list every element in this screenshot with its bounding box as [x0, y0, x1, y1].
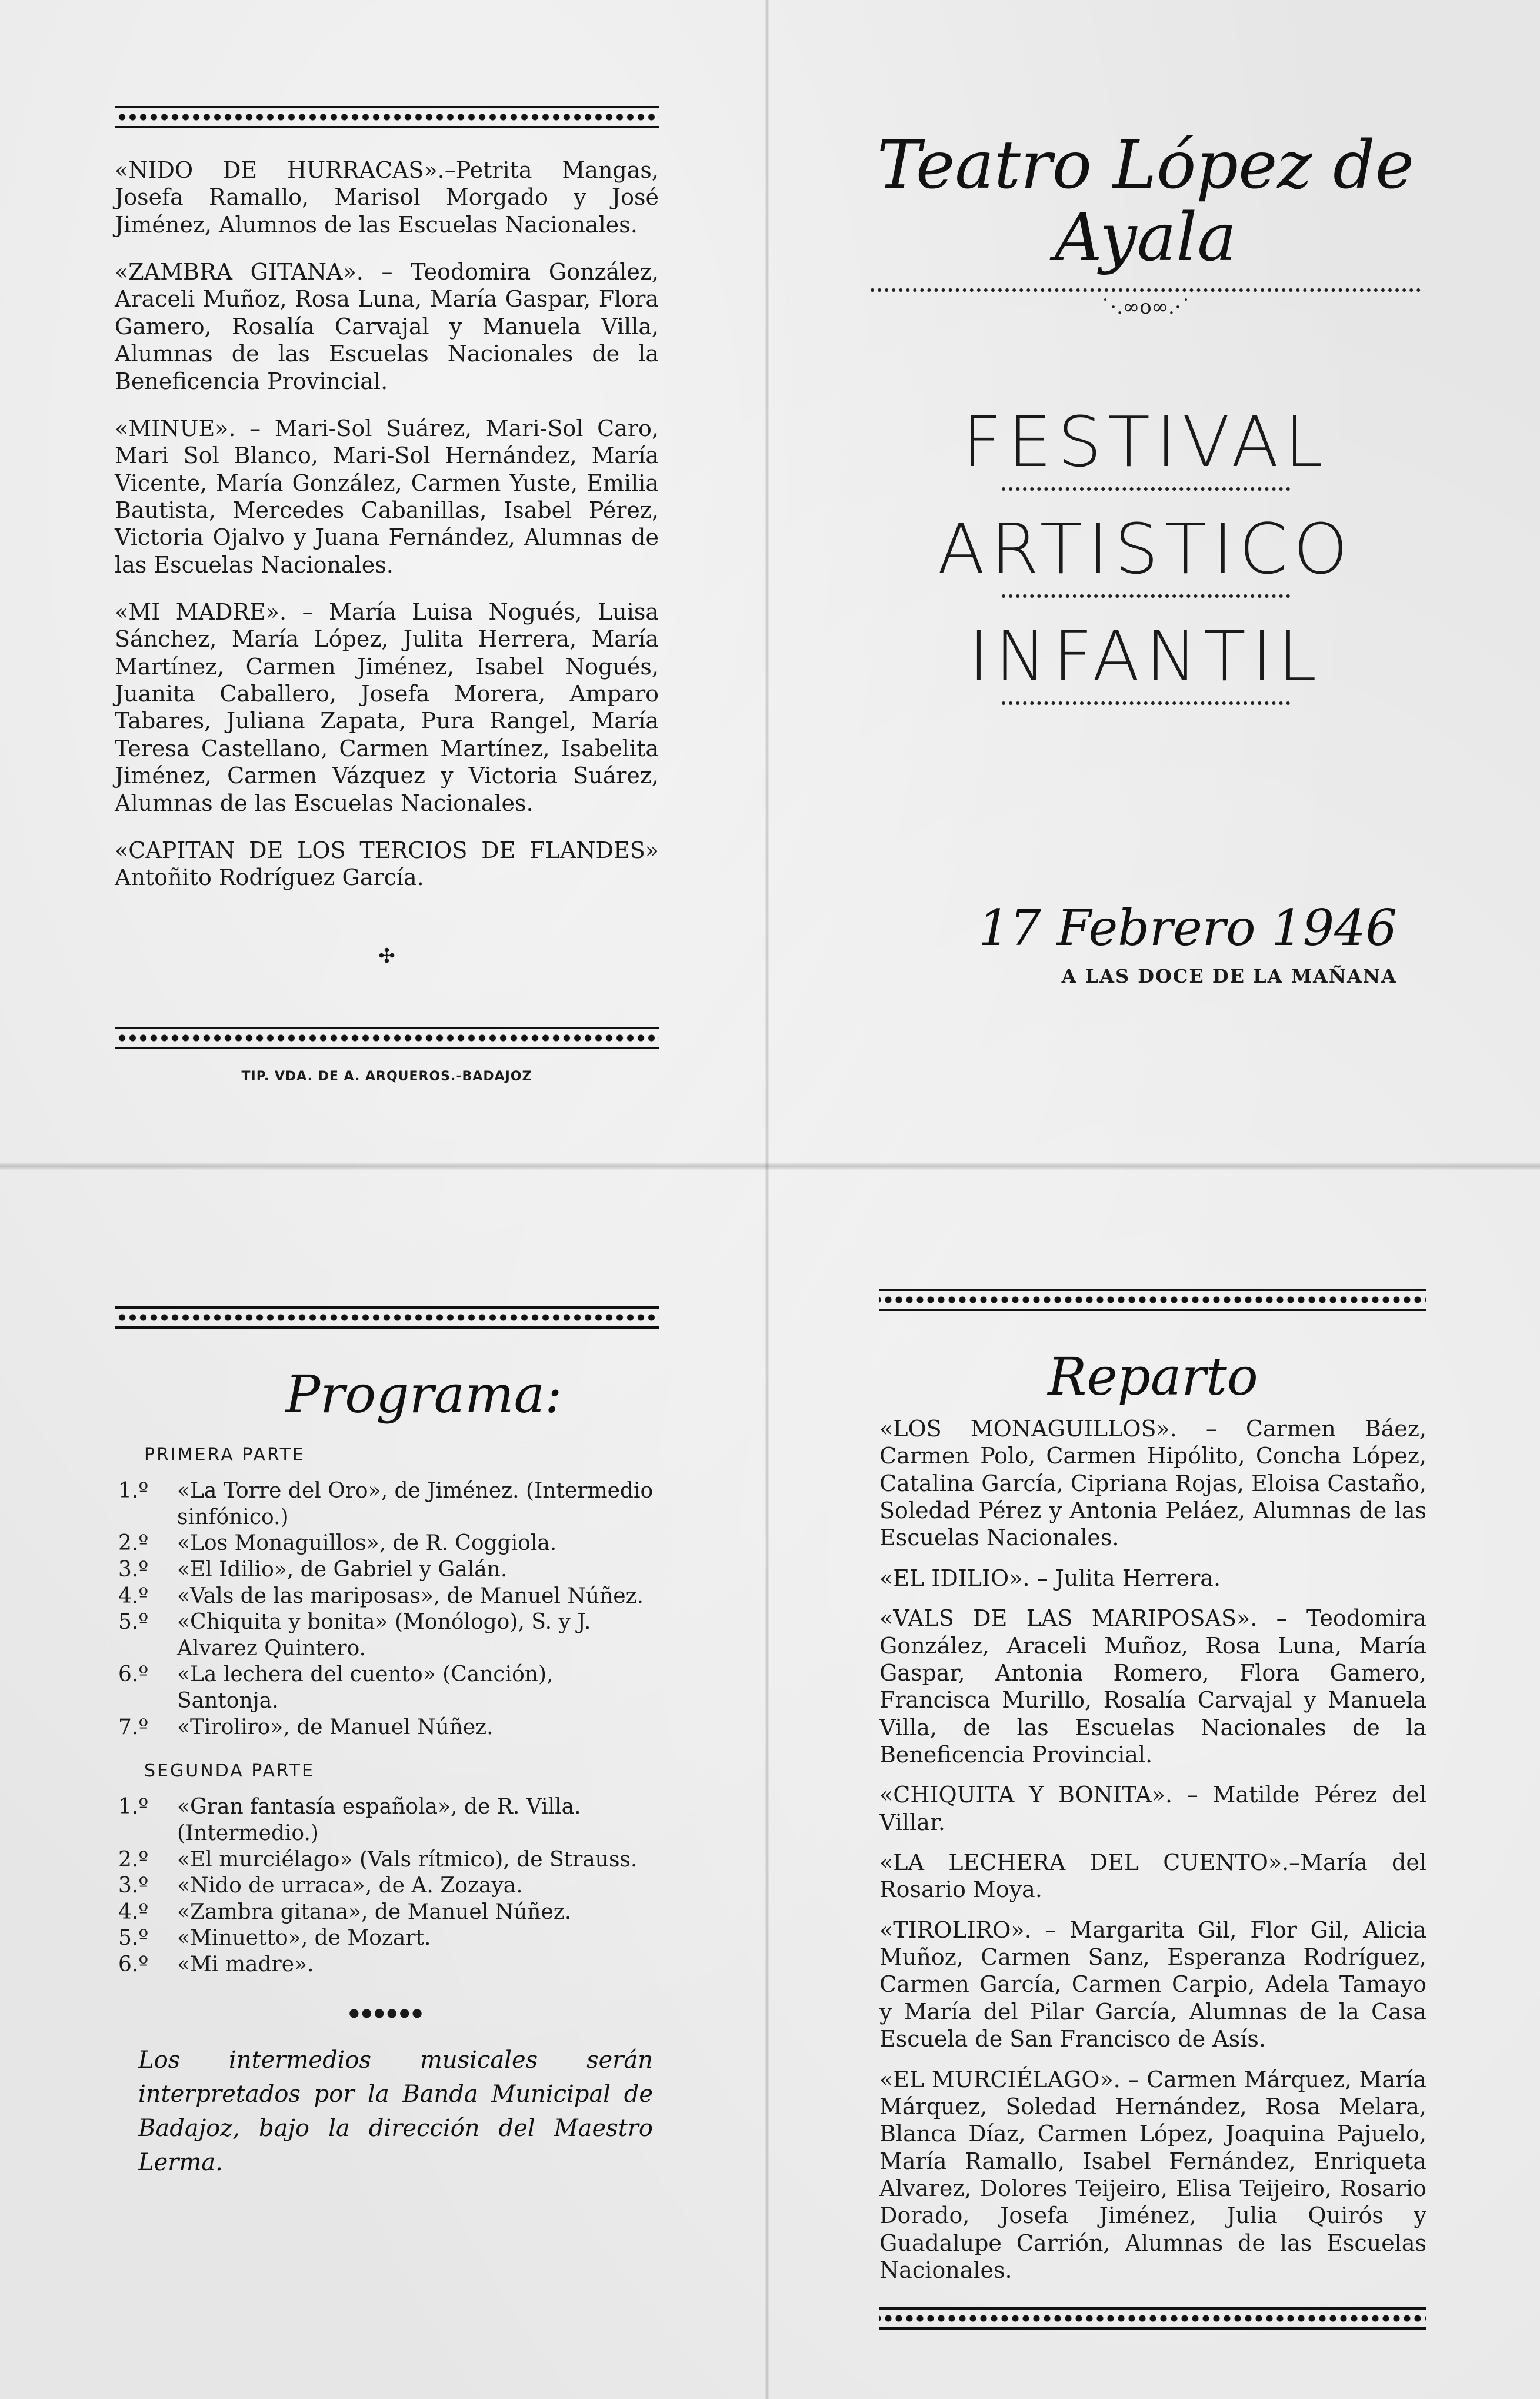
- event-time: A LAS DOCE DE LA MAÑANA: [1061, 965, 1397, 988]
- small-ornament: ✣: [378, 944, 395, 968]
- part-two-title: SEGUNDA PARTE: [144, 1761, 315, 1782]
- theatre-title: Teatro López de Ayala: [876, 127, 1414, 277]
- list-item: 6.º «La lechera del cuento» (Canción), Santonja.: [118, 1662, 554, 1713]
- event-date: 17 Febrero 1946: [978, 899, 1397, 957]
- programa-panel: [115, 1306, 659, 2180]
- festival-rule: [1002, 487, 1290, 491]
- festival-line-2: ARTISTICO: [937, 508, 1354, 590]
- reparto-heading: Reparto: [1048, 1346, 1258, 1407]
- reparto-panel: [879, 1289, 1426, 2330]
- cast-paragraph: «MI MADRE». – María Luisa Nogués, Luisa Sánchez, María López, Julita Herrera, María Martínez, Carmen Jiménez, Isabel Nogués, Juanita Caballero, Josefa Morera, Amparo Tabares, Juliana Zapata, Pura Rangel, María Teresa Castellano, Carmen Martínez, Isabelita Jiménez, Carmen Vázquez y Victoria Suárez, Alumnas de las Escuelas Nacionales.: [115, 599, 659, 816]
- cast-paragraph: «LOS MONAGUILLOS». – Carmen Báez, Carmen Polo, Carmen Hipólito, Concha López, Catalina García, Cipriana Rojas, Eloisa Castaño, Soledad Pérez y Antonia Peláez, Alumnas de las Escuelas Nacionales.: [879, 1416, 1426, 1551]
- festival-rule: [1002, 701, 1290, 705]
- programa-heading: Programa:: [285, 1364, 562, 1425]
- festival-line-3: INFANTIL: [968, 615, 1323, 697]
- list-item: 2.º «El murciélago» (Vals rítmico), de Strauss.: [118, 1847, 638, 1872]
- list-item: 2.º «Los Monaguillos», de R. Coggiola.: [118, 1531, 557, 1556]
- cast-paragraph: «VALS DE LAS MARIPOSAS». – Teodomira González, Araceli Muñoz, Rosa Luna, María Gaspar, Antonia Romero, Flora Gamero, Francisca Murillo, Rosalía Carvajal y Manuela Villa, de las Escuelas Nacionales de la Beneficencia Provincial.: [879, 1605, 1426, 1768]
- list-item: 1.º «La Torre del Oro», de Jiménez. (Intermedio sinfónico.): [118, 1479, 654, 1529]
- cast-continued-panel: [115, 106, 659, 1084]
- printer-credit: TIP. VDA. DE A. ARQUEROS.-BADAJOZ: [241, 1069, 532, 1084]
- dotted-border-top: [879, 1289, 1426, 1311]
- list-item: 3.º «El Idilio», de Gabriel y Galán.: [118, 1557, 508, 1582]
- cover-panel: [871, 106, 1421, 987]
- cast-paragraph: «NIDO DE HURRACAS».–Petrita Mangas, Josefa Ramallo, Marisol Morgado y José Jiménez, Alumnos de las Escuelas Nacionales.: [115, 157, 659, 238]
- part-two-list: [115, 1794, 659, 1978]
- list-item: 7.º «Tiroliro», de Manuel Núñez.: [118, 1715, 494, 1739]
- cast-paragraph: «ZAMBRA GITANA». – Teodomira González, Araceli Muñoz, Rosa Luna, María Gaspar, Flora Gamero, Rosalía Carvajal y Manuela Villa, Alumnas de las Escuelas Nacionales de la Beneficencia Provincial.: [115, 259, 659, 394]
- festival-rule: [1002, 594, 1290, 598]
- festival-line-1: FESTIVAL: [962, 401, 1329, 483]
- dotted-border-top: [115, 106, 659, 128]
- dotted-border-bottom: [115, 1027, 659, 1049]
- list-item: 1.º «Gran fantasía española», de R. Villa. (Intermedio.): [118, 1795, 581, 1845]
- vertical-fold: [765, 0, 769, 2399]
- dotted-border-top: [115, 1306, 659, 1329]
- horizontal-fold: [0, 1162, 1540, 1170]
- title-ornament: ˙·.∞o∞.·˙: [1100, 295, 1191, 320]
- part-one-list: [115, 1478, 659, 1741]
- list-item: 3.º «Nido de urraca», de A. Zozaya.: [118, 1874, 523, 1898]
- dots-ornament: ●●●●●●: [349, 2005, 425, 2019]
- list-item: 4.º «Vals de las mariposas», de Manuel Núñez.: [118, 1583, 644, 1608]
- list-item: 5.º «Minuetto», de Mozart.: [118, 1926, 431, 1951]
- list-item: 4.º «Zambra gitana», de Manuel Núñez.: [118, 1899, 572, 1924]
- cast-paragraph: «EL MURCIÉLAGO». – Carmen Márquez, María Márquez, Soledad Hernández, Rosa Melara, Blanca Díaz, Carmen López, Joaquina Pajuelo, María Ramallo, Isabel Fernández, Enriqueta Alvarez, Dolores Teijeiro, Elisa Teijeiro, Rosario Dorado, Josefa Jiménez, Julia Quirós y Guadalupe Carrión, Alumnas de las Escuelas Nacionales.: [879, 2066, 1426, 2284]
- cast-paragraph: «TIROLIRO». – Margarita Gil, Flor Gil, Alicia Muñoz, Carmen Sanz, Esperanza Rodríguez, Carmen García, Carmen Carpio, Adela Tamayo y María del Pilar García, Alumnas de la Casa Escuela de San Francisco de Asís.: [879, 1916, 1426, 2052]
- part-one-title: PRIMERA PARTE: [144, 1445, 305, 1465]
- title-rule: [871, 288, 1421, 292]
- cast-paragraph: «MINUE». – Mari-Sol Suárez, Mari-Sol Caro, Mari Sol Blanco, Mari-Sol Hernández, María Vicente, María González, Carmen Yuste, Emilia Bautista, Mercedes Cabanillas, Isabel Pérez, Victoria Ojalvo y Juana Fernández, Alumnas de las Escuelas Nacionales.: [115, 415, 659, 578]
- festival-title: [871, 401, 1421, 705]
- cast-paragraph: «CHIQUITA Y BONITA». – Matilde Pérez del Villar.: [879, 1782, 1426, 1835]
- list-item: 6.º «Mi madre».: [118, 1952, 314, 1977]
- music-note: Los intermedios musicales serán interpretados por la Banda Municipal de Badajoz, bajo la dirección del Maestro Lerma.: [138, 2046, 653, 2176]
- cast-paragraph: «CAPITAN DE LOS TERCIOS DE FLANDES» Antoñito Rodríguez García.: [115, 837, 659, 891]
- cast-paragraph: «EL IDILIO». – Julita Herrera.: [879, 1565, 1221, 1591]
- cast-paragraph: «LA LECHERA DEL CUENTO».–María del Rosario Moya.: [879, 1849, 1426, 1903]
- dotted-border-bottom: [879, 2307, 1426, 2330]
- list-item: 5.º «Chiquita y bonita» (Monólogo), S. y J. Alvarez Quintero.: [118, 1610, 591, 1661]
